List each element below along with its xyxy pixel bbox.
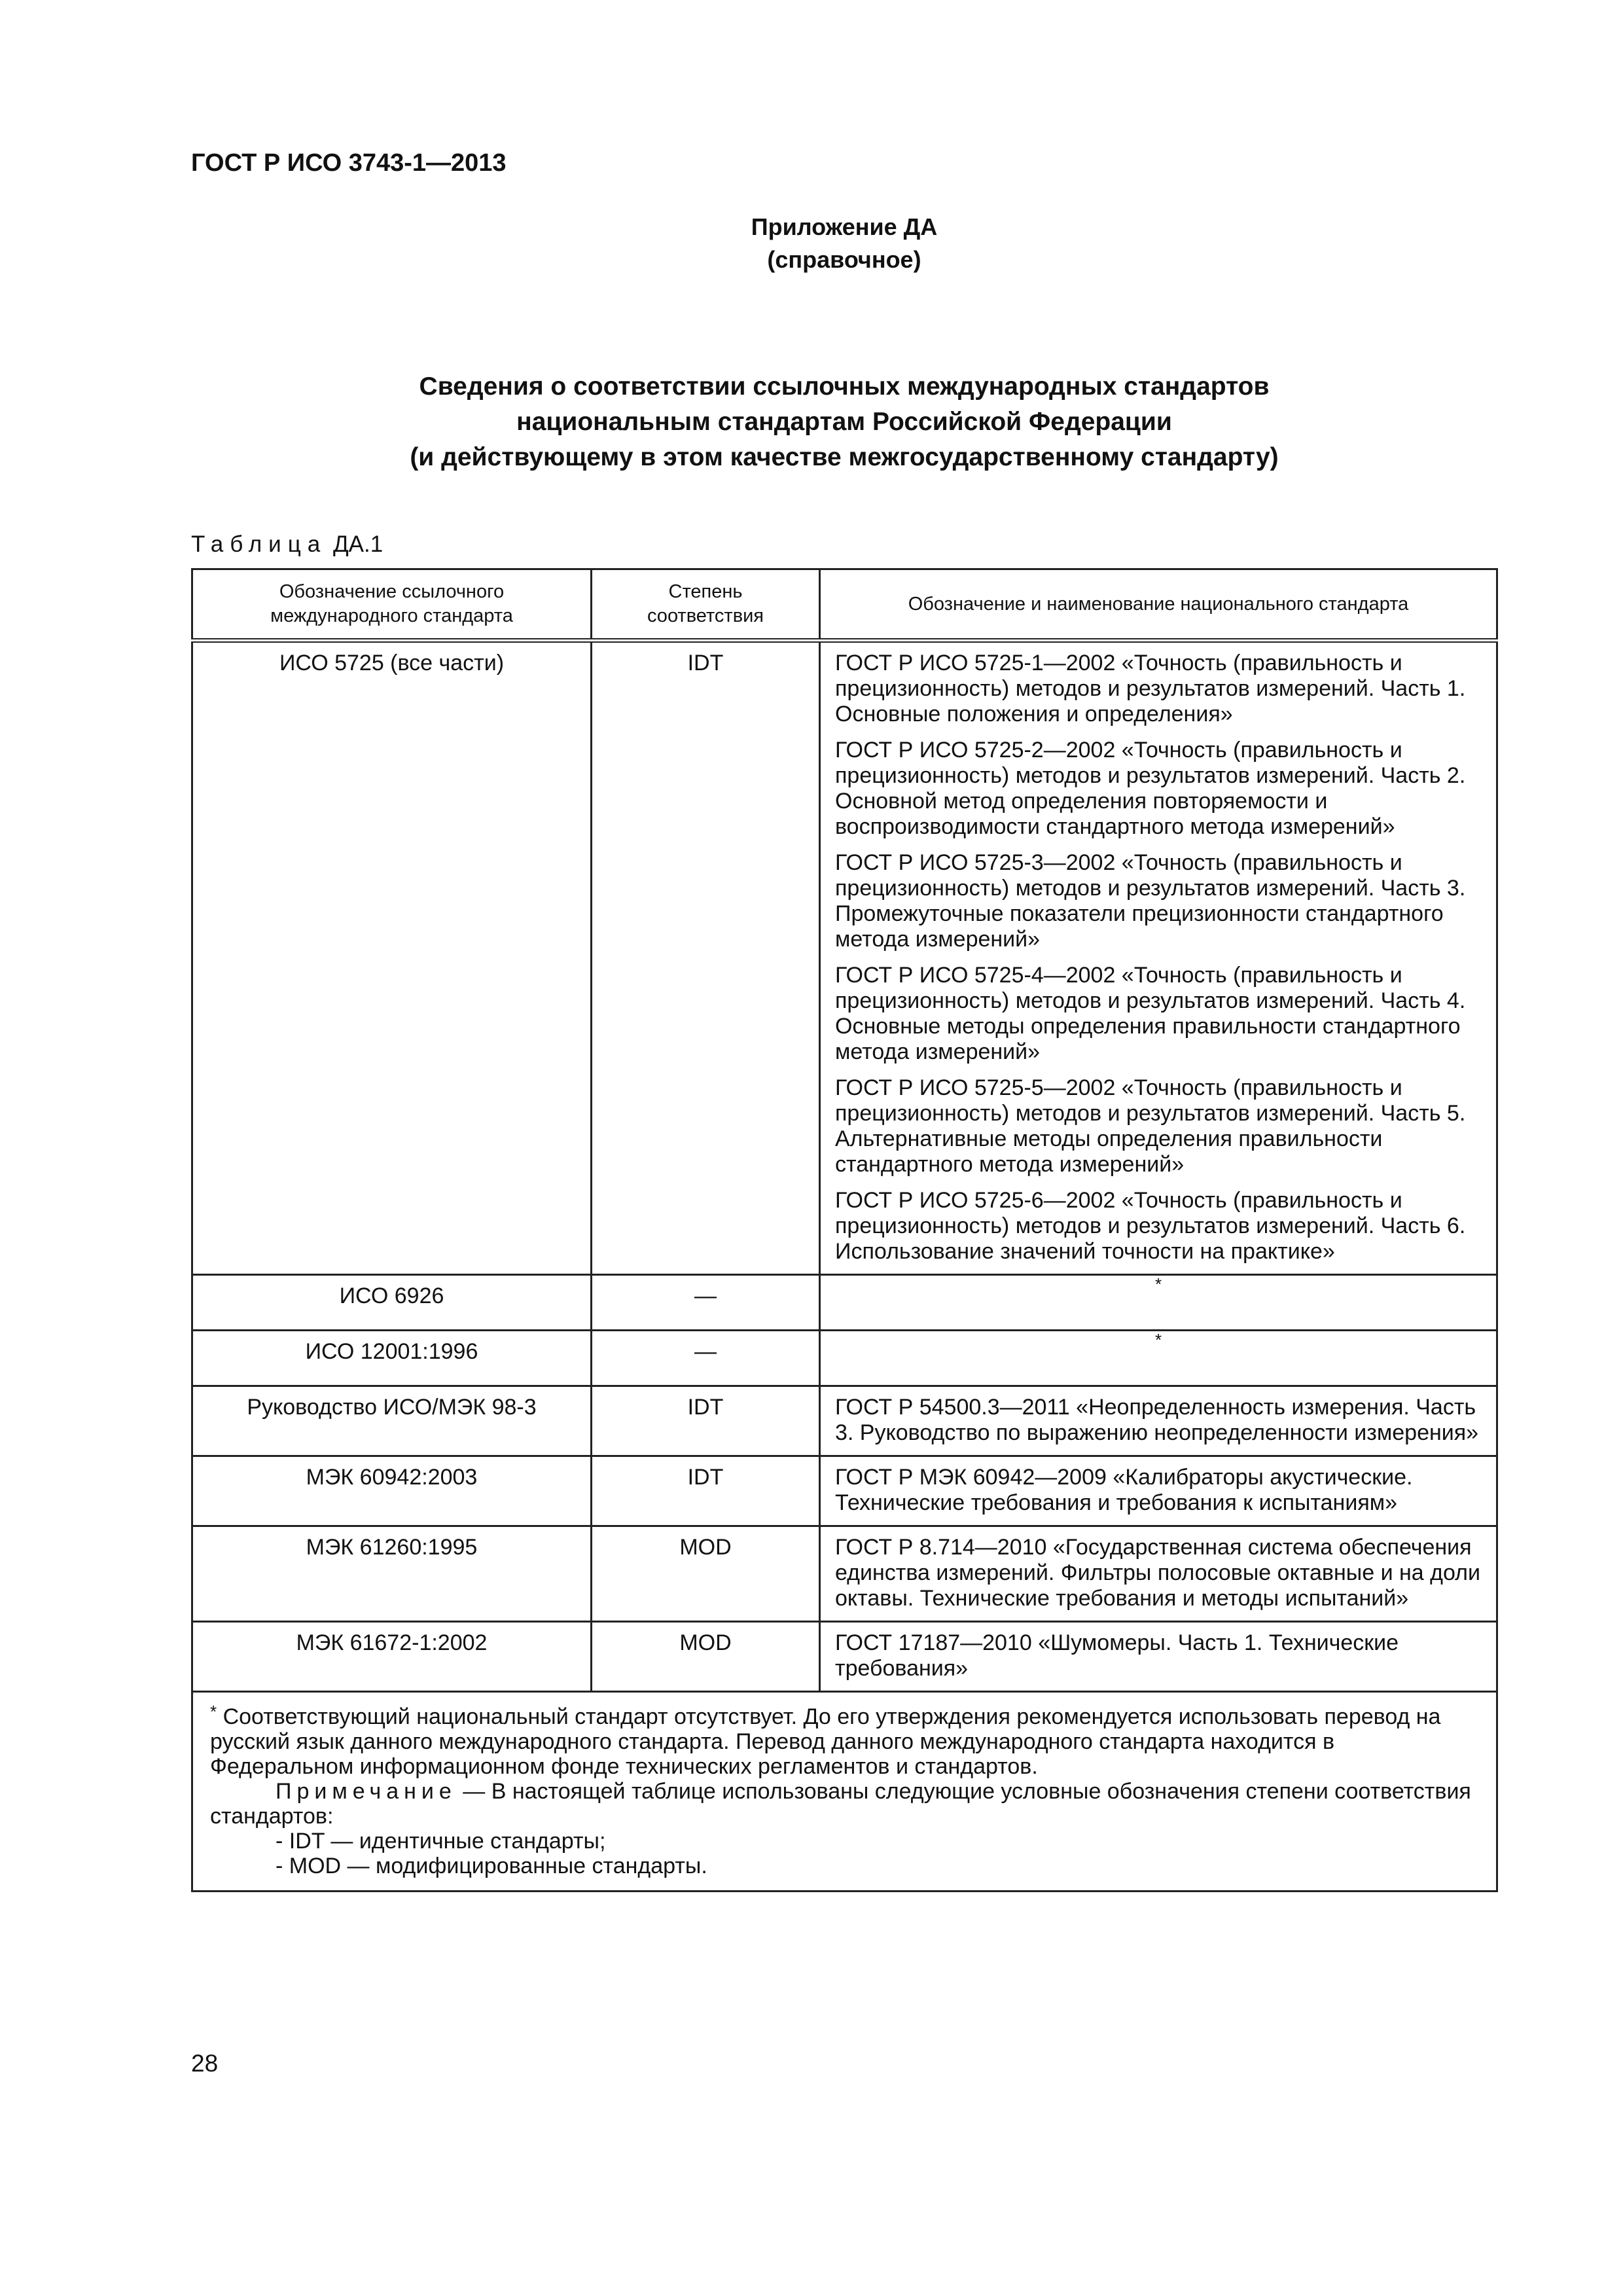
- appendix-kind: (справочное): [767, 246, 921, 273]
- heading-line: Сведения о соответствии ссылочных международных стандартов: [419, 372, 1270, 401]
- degree-cell: MOD: [592, 1526, 820, 1622]
- reference-standard-cell: МЭК 60942:2003: [192, 1456, 592, 1526]
- degree-cell: IDT: [592, 1386, 820, 1456]
- national-standard-entry: ГОСТ Р ИСО 5725-4—2002 «Точность (правильность и прецизионность) методов и результатов измерений. Часть 4. Основные методы определения правильности стандартного метода измерений»: [835, 963, 1466, 1064]
- reference-standard-cell: Руководство ИСО/МЭК 98-3: [192, 1386, 592, 1456]
- national-standard-entry: ГОСТ Р ИСО 5725-2—2002 «Точность (правильность и прецизионность) методов и результатов измерений. Часть 2. Основной метод определения повторяемости и воспроизводимости стандартного метода измерений»: [835, 738, 1466, 839]
- correspondence-table: [191, 568, 1498, 1892]
- note-text: — В настоящей таблице использованы следующие условные обозначения степени соответствия стандартов:: [210, 1779, 1471, 1829]
- table-footnote: [192, 1692, 1497, 1892]
- section-heading: [275, 369, 1414, 475]
- degree-cell: IDT: [592, 1456, 820, 1526]
- degree-cell: —: [592, 1275, 820, 1331]
- footnote-marker: *: [210, 1702, 217, 1721]
- table-row: [192, 1331, 1497, 1386]
- national-standard-cell: *: [820, 1275, 1497, 1331]
- table-row: [192, 1526, 1497, 1622]
- table-caption-word: Таблица: [191, 531, 327, 557]
- heading-line: национальным стандартам Российской Федерации: [516, 408, 1172, 436]
- note-item: - MOD — модифицированные стандарты.: [276, 1854, 707, 1878]
- document-code: ГОСТ Р ИСО 3743-1—2013: [191, 149, 507, 177]
- national-standard-cell: [820, 641, 1497, 1275]
- heading-line: (и действующему в этом качестве межгосударственному стандарту): [410, 443, 1279, 471]
- national-standard-cell: ГОСТ Р МЭК 60942—2009 «Калибраторы акустические. Технические требования и требования к испытаниям»: [820, 1456, 1497, 1526]
- national-standard-entry: ГОСТ Р ИСО 5725-3—2002 «Точность (правильность и прецизионность) методов и результатов измерений. Часть 3. Промежуточные показатели прецизионности стандартного метода измерений»: [835, 850, 1466, 952]
- national-standard-entry: ГОСТ Р ИСО 5725-5—2002 «Точность (правильность и прецизионность) методов и результатов измерений. Часть 5. Альтернативные методы определения правильности стандартного метода измерений»: [835, 1075, 1466, 1177]
- table-row: [192, 641, 1497, 1275]
- column-header: Степень соответствия: [592, 569, 820, 641]
- note-label: Примечание: [276, 1779, 457, 1804]
- degree-cell: IDT: [592, 641, 820, 1275]
- reference-standard-cell: МЭК 61260:1995: [192, 1526, 592, 1622]
- reference-standard-cell: МЭК 61672-1:2002: [192, 1622, 592, 1692]
- table-footnote-row: [192, 1692, 1497, 1892]
- table-note: [210, 1779, 1479, 1829]
- national-standard-entry: ГОСТ Р ИСО 5725-1—2002 «Точность (правильность и прецизионность) методов и результатов измерений. Часть 1. Основные положения и определения»: [835, 651, 1466, 726]
- page-number: 28: [191, 2050, 219, 2077]
- table-caption-number: ДА.1: [332, 531, 383, 557]
- national-standard-entry: ГОСТ Р ИСО 5725-6—2002 «Точность (правильность и прецизионность) методов и результатов измерений. Часть 6. Использование значений точности на практике»: [835, 1188, 1466, 1264]
- degree-cell: MOD: [592, 1622, 820, 1692]
- footnote-text: [210, 1704, 1479, 1779]
- degree-cell: —: [592, 1331, 820, 1386]
- appendix-label: Приложение ДА: [751, 213, 938, 240]
- table-caption: [191, 531, 383, 558]
- column-header: Обозначение и наименование национального стандарта: [820, 569, 1497, 641]
- national-standard-cell: ГОСТ Р 8.714—2010 «Государственная система обеспечения единства измерений. Фильтры полосовые октавные и на доли октавы. Технические требования и методы испытаний»: [820, 1526, 1497, 1622]
- table-row: [192, 1456, 1497, 1526]
- national-standard-cell: ГОСТ 17187—2010 «Шумомеры. Часть 1. Технические требования»: [820, 1622, 1497, 1692]
- appendix-title: [746, 211, 942, 276]
- column-header: Обозначение ссылочного международного стандарта: [192, 569, 592, 641]
- table-row: [192, 1386, 1497, 1456]
- note-item: - IDT — идентичные стандарты;: [276, 1829, 606, 1854]
- reference-standard-cell: ИСО 6926: [192, 1275, 592, 1331]
- national-standard-cell: *: [820, 1331, 1497, 1386]
- footnote-body: Соответствующий национальный стандарт отсутствует. До его утверждения рекомендуется использовать перевод на русский язык данного международного стандарта. Перевод данного международного стандарта находится в Федеральном информационном фонде технических регламентов и стандартов.: [210, 1704, 1441, 1779]
- table-row: [192, 1622, 1497, 1692]
- table-header-row: [192, 569, 1497, 641]
- national-standard-cell: ГОСТ Р 54500.3—2011 «Неопределенность измерения. Часть 3. Руководство по выражению неопределенности измерения»: [820, 1386, 1497, 1456]
- reference-standard-cell: ИСО 5725 (все части): [192, 641, 592, 1275]
- table-row: [192, 1275, 1497, 1331]
- reference-standard-cell: ИСО 12001:1996: [192, 1331, 592, 1386]
